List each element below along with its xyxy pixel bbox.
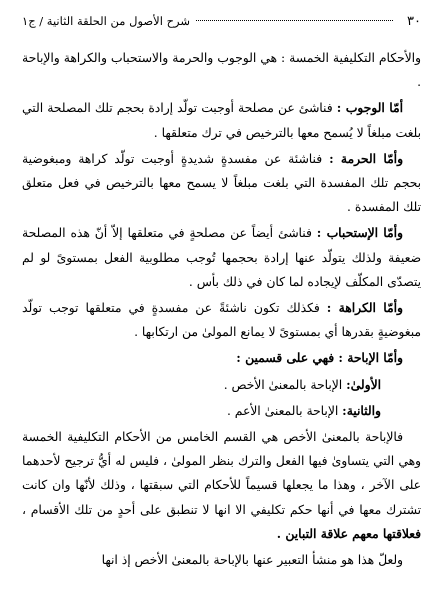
page-header xyxy=(22,14,421,34)
list-item-second xyxy=(22,399,421,423)
paragraph-text: والأحكام التكليفية الخمسة : هي الوجوب والحرمة والاستحباب والكراهة والإباحة . xyxy=(22,51,421,90)
paragraph-text: فناشئ أيضاً عن مصلحةٍ في متعلقها إلاّ أنّ هذه المصلحة ضعيفة ولذلك يتولّد عنها إرادة بحجمها تُوجب مطلوبية الفعل بمستوىً لو لم يتصدّى المكلّف لإيجاده لما كان في ذلك بأس . xyxy=(22,226,421,289)
page-body xyxy=(22,46,421,572)
paragraph-heading: وأمّا الحرمة : xyxy=(329,150,404,166)
list-item-first xyxy=(22,373,421,397)
list-item-text: الإباحة بالمعنىٰ الأعم . xyxy=(226,403,343,418)
list-item-heading: الأولىٰ: xyxy=(346,376,381,392)
paragraph-intro xyxy=(22,46,421,94)
paragraph-closing xyxy=(22,548,421,572)
paragraph-istihbab xyxy=(22,221,421,294)
paragraph-text: ولعلّ هذا هو منشأ التعبير عنها بالإباحة بالمعنىٰ الأخص إذ انها xyxy=(101,553,403,568)
paragraph-text: فناشئ عن مصلحة أوجبت تولّد إرادة بحجم تلك المصلحة التي بلغت مبلغاً لا يُسمح معها بالترخيص في ترك متعلقها . xyxy=(22,101,421,140)
paragraph-hurma xyxy=(22,147,421,220)
paragraph-text: فكذلك تكون ناشئةً عن مفسدةٍ في متعلقها توجب تولّد مبغوضيةٍ بقدرها أي بمستوىً لا يمانع المولىٰ من ارتكابها . xyxy=(22,301,421,340)
running-title: شرح الأصول من الحلقة الثانية / ج١ xyxy=(22,14,190,28)
paragraph-heading: وأمّا الإستحباب : xyxy=(316,225,403,241)
list-item-text: الإباحة بالمعنىٰ الأخص . xyxy=(223,377,347,392)
paragraph-heading: أمّا الوجوب : xyxy=(336,100,403,116)
paragraph-text: فالإباحة بالمعنىٰ الأخص هي القسم الخامس من الأحكام التكليفية الخمسة وهي التي يتساوىٰ فيها الفعل والترك بنظر المولىٰ ، فليس له أيُّ ترجيح لأحدهما على الآخر ، وهذا ما يجعلها قسيماً للأحكام التي سبقتها ، وذلك لأنّها وان كانت تشترك معها في أنها حكم تكليفي الا انها لا تنطبق على أحدٍ من تلك الأقسام ، xyxy=(22,430,421,517)
paragraph-bold-tail: فعلاقتها معهم علاقة التباين . xyxy=(276,525,421,541)
paragraph-ibaha-akhass xyxy=(22,425,421,546)
header-dotted-leader xyxy=(196,20,393,21)
list-item-heading: والثانية: xyxy=(342,402,381,418)
page-number: ٣٠ xyxy=(407,14,421,29)
paragraph-wujub xyxy=(22,96,421,144)
paragraph-text: فناشئة عن مفسدةٍ شديدةٍ أوجبت تولّد كراهة ومبغوضية بحجم تلك المفسدة التي بلغت مبلغاً لا يسمح معها بالترخيص في فعل متعلق تلك المفسدة . xyxy=(22,151,421,215)
paragraph-heading: وأمّا الإباحة : فهي على قسمين : xyxy=(236,350,403,366)
paragraph-heading: وأمّا الكراهة : xyxy=(326,300,403,316)
paragraph-karaha xyxy=(22,296,421,344)
paragraph-ibaha xyxy=(22,346,421,370)
